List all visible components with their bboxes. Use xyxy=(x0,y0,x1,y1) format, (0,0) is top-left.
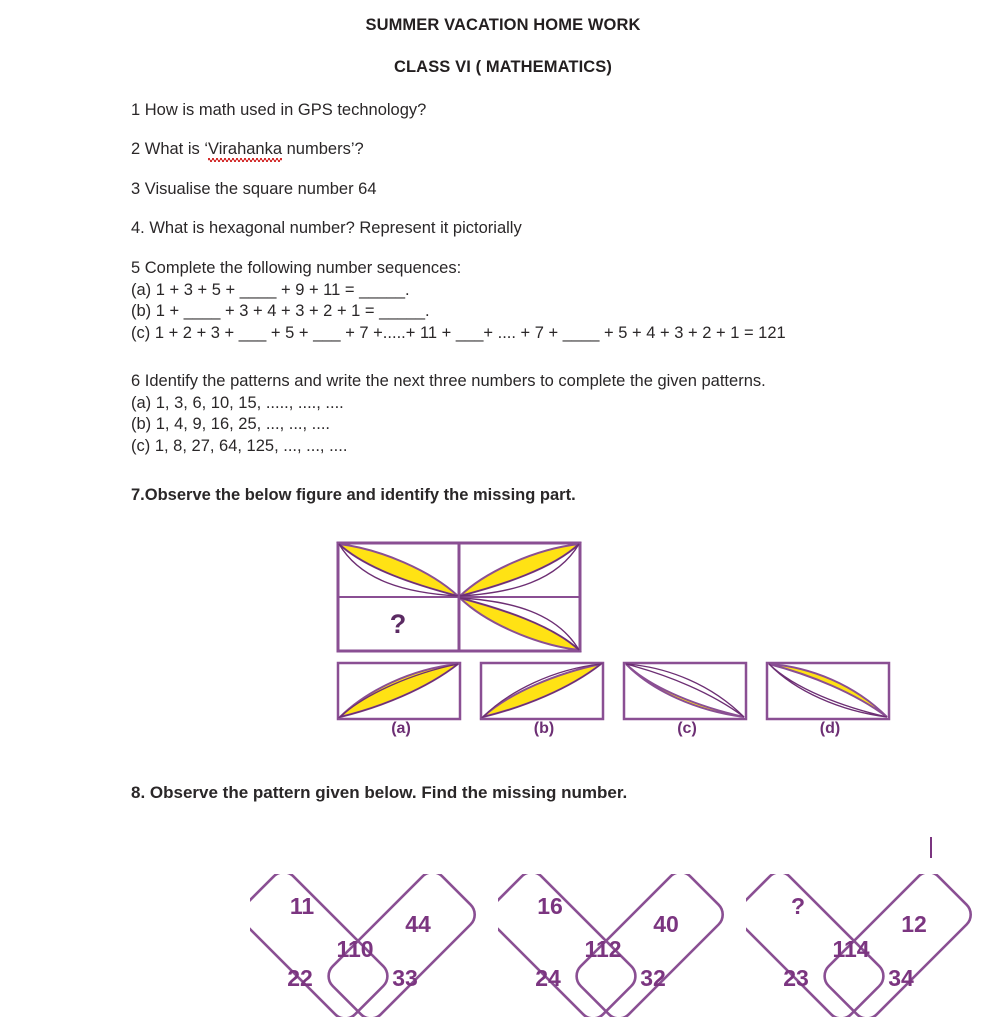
question-4: 4. What is hexagonal number? Represent it pictorially xyxy=(131,219,522,237)
figure7-option-a-label: (a) xyxy=(391,720,411,737)
figure8-g1-center: 110 xyxy=(336,936,374,962)
question-6-block xyxy=(131,371,766,457)
question-1: 1 How is math used in GPS technology? xyxy=(131,101,427,119)
figure7-grid xyxy=(336,541,582,653)
figure8-g1-top-right: 44 xyxy=(405,911,431,937)
document-subtitle: CLASS VI ( MATHEMATICS) xyxy=(393,58,612,76)
figure8-g2-top-left: 16 xyxy=(537,893,563,919)
figure7-option-d-label: (d) xyxy=(819,720,841,737)
figure8-g1-bottom-right: 33 xyxy=(392,965,418,991)
figure8-group-3 xyxy=(746,874,972,1017)
question-5-stem: 5 Complete the following number sequences: xyxy=(131,259,462,277)
figure7-options xyxy=(336,661,896,723)
figure8 xyxy=(250,874,1006,1017)
document-title: SUMMER VACATION HOME WORK xyxy=(365,16,641,34)
figure8-g3-bottom-right: 34 xyxy=(888,965,914,991)
question-7: 7.Observe the below figure and identify the missing part. xyxy=(131,486,576,504)
figure8-g2-bottom-right: 32 xyxy=(640,965,666,991)
figure8-g1-top-left: 11 xyxy=(289,893,315,919)
figure8-g3-top-right: 12 xyxy=(901,911,927,937)
question-6-part-b: (b) 1, 4, 9, 16, 25, ..., ..., .... xyxy=(131,415,331,433)
figure8-g1-bottom-left: 22 xyxy=(287,965,313,991)
figure7-option-c-label: (c) xyxy=(677,720,697,737)
figure8-group-2 xyxy=(498,874,724,1017)
question-5-part-b: (b) 1 + ____ + 3 + 4 + 3 + 2 + 1 = _____. xyxy=(131,302,430,320)
question-6-part-a: (a) 1, 3, 6, 10, 15, ....., ...., .... xyxy=(131,393,344,412)
figure8-g2-bottom-left: 24 xyxy=(535,965,561,991)
question-6-stem: 6 Identify the patterns and write the next three numbers to complete the given patterns. xyxy=(131,372,766,390)
figure7-option-b[interactable] xyxy=(481,663,603,719)
figure8-group-1 xyxy=(250,874,476,1017)
question-2-suffix: numbers’? xyxy=(282,140,364,158)
figure8-g3-bottom-left: 23 xyxy=(783,965,809,991)
figure7-option-a[interactable] xyxy=(338,663,460,719)
figure8-g3-center: 114 xyxy=(832,936,870,962)
figure8-g2-center: 112 xyxy=(584,936,622,962)
question-2-misspelled-word: Virahanka xyxy=(208,140,283,158)
figure7-missing-marker: ? xyxy=(389,609,407,639)
figure7-option-b-label: (b) xyxy=(533,720,555,737)
question-5-block xyxy=(131,258,786,344)
question-2-prefix: 2 What is ‘ xyxy=(131,140,209,158)
figure8-g2-top-right: 40 xyxy=(653,911,679,937)
question-8: 8. Observe the pattern given below. Find the missing number. xyxy=(131,783,628,802)
stray-cursor-mark xyxy=(930,837,932,858)
question-2 xyxy=(131,140,364,159)
figure8-g3-top-left: ? xyxy=(790,893,806,919)
figure7-option-c[interactable] xyxy=(624,663,746,719)
figure7-option-d[interactable] xyxy=(767,663,889,719)
question-5-part-c: (c) 1 + 2 + 3 + ___ + 5 + ___ + 7 +.....+ 11 + ___+ .... + 7 + ____ + 5 + 4 + 3 + 2 + 1 = 121 xyxy=(131,323,786,342)
question-6-part-c: (c) 1, 8, 27, 64, 125, ..., ..., .... xyxy=(131,436,348,455)
question-3: 3 Visualise the square number 64 xyxy=(131,180,377,198)
question-5-part-a: (a) 1 + 3 + 5 + ____ + 9 + 11 = _____. xyxy=(131,280,410,299)
